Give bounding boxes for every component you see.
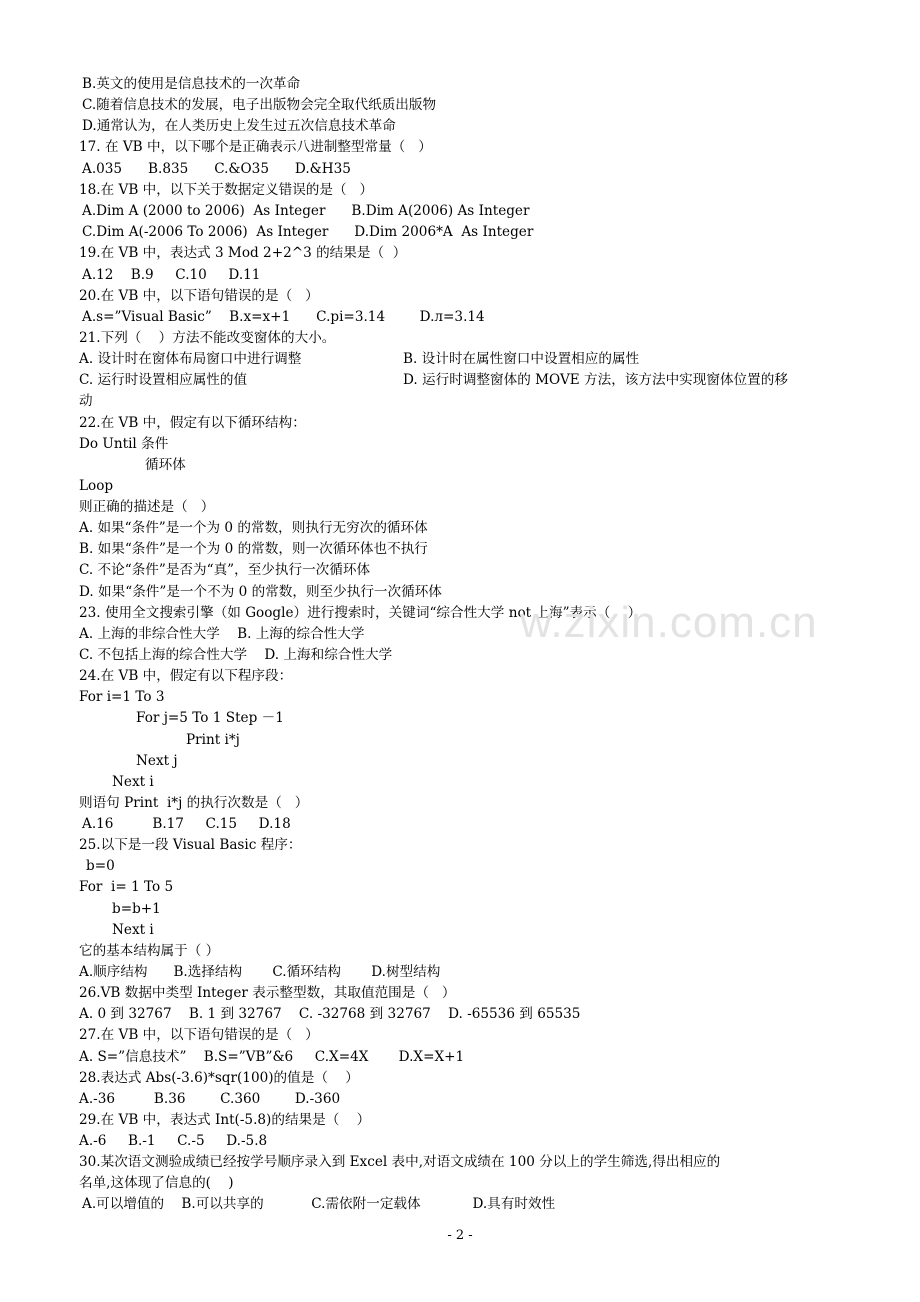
text-line: C. 不论“条件”是否为“真”，至少执行一次循环体 bbox=[79, 562, 371, 578]
text-line: Next i bbox=[112, 922, 154, 938]
text-line: D. 运行时调整窗体的 MOVE 方法，该方法中实现窗体位置的移 bbox=[403, 372, 788, 388]
text-line: 名单,这体现了信息的( ) bbox=[79, 1175, 234, 1191]
text-line: For j=5 To 1 Step －1 bbox=[136, 710, 284, 726]
text-line: Print i*j bbox=[186, 732, 240, 748]
text-line: D. 如果“条件”是一个不为 0 的常数，则至少执行一次循环体 bbox=[79, 584, 442, 600]
text-line: A.16 B.17 C.15 D.18 bbox=[82, 816, 291, 832]
text-line: 21.下列（ ）方法不能改变窗体的大小。 bbox=[79, 330, 336, 346]
text-line: 它的基本结构属于（ ） bbox=[79, 943, 220, 959]
text-line: Next j bbox=[136, 753, 178, 769]
text-line: 27.在 VB 中，以下语句错误的是（ ） bbox=[79, 1027, 319, 1043]
text-line: 28.表达式 Abs(-3.6)*sqr(100)的值是（ ） bbox=[79, 1070, 359, 1086]
text-line: Do Until 条件 bbox=[79, 436, 169, 452]
text-line: 20.在 VB 中，以下语句错误的是（ ） bbox=[79, 288, 319, 304]
text-line: 则语句 Print i*j 的执行次数是（ ） bbox=[79, 795, 309, 811]
text-line: C. 不包括上海的综合性大学 D. 上海和综合性大学 bbox=[79, 647, 393, 663]
text-line: 24.在 VB 中，假定有以下程序段： bbox=[79, 668, 293, 684]
page-number: - 2 - bbox=[447, 1228, 473, 1243]
text-line: A.Dim A (2000 to 2006) As Integer B.Dim A(2006) As Integer bbox=[82, 203, 530, 219]
text-line: 19.在 VB 中，表达式 3 Mod 2+2^3 的结果是（ ） bbox=[79, 245, 407, 261]
text-line: A.12 B.9 C.10 D.11 bbox=[82, 267, 261, 283]
text-line: For i= 1 To 5 bbox=[79, 879, 174, 895]
text-line: 30.某次语文测验成绩已经按学号顺序录入到 Excel 表中,对语文成绩在 100 分以上的学生筛选,得出相应的 bbox=[79, 1154, 721, 1170]
text-line: A.035 B.835 C.&O35 D.&H35 bbox=[82, 161, 351, 177]
text-line: 动 bbox=[79, 393, 93, 409]
text-line: B. 设计时在属性窗口中设置相应的属性 bbox=[403, 351, 640, 367]
watermark: w.zixin.com.cn bbox=[520, 598, 818, 647]
text-line: 18.在 VB 中，以下关于数据定义错误的是（ ） bbox=[79, 182, 374, 198]
text-line: A.-6 B.-1 C.-5 D.-5.8 bbox=[79, 1133, 268, 1149]
text-line: 则正确的描述是（ ） bbox=[79, 499, 215, 515]
text-line: A. 设计时在窗体布局窗口中进行调整 bbox=[79, 351, 302, 367]
text-line: A.s=”Visual Basic” B.x=x+1 C.pi=3.14 D.л=3.14 bbox=[82, 309, 485, 325]
text-line: b=0 bbox=[86, 858, 115, 874]
text-line: Next i bbox=[112, 774, 154, 790]
text-line: C.Dim A(-2006 To 2006) As Integer D.Dim 2006*A As Integer bbox=[82, 224, 534, 240]
text-line: A. 上海的非综合性大学 B. 上海的综合性大学 bbox=[79, 626, 365, 642]
text-line: B.英文的使用是信息技术的一次革命 bbox=[82, 76, 301, 92]
text-line: 23. 使用全文搜索引擎（如 Google）进行搜索时，关键词“综合性大学 not 上海”表示（ ） bbox=[79, 605, 642, 621]
text-line: B. 如果“条件”是一个为 0 的常数，则一次循环体也不执行 bbox=[79, 541, 428, 557]
text-line: Loop bbox=[79, 478, 114, 494]
text-line: b=b+1 bbox=[112, 901, 161, 917]
text-line: A.顺序结构 B.选择结构 C.循环结构 D.树型结构 bbox=[79, 964, 441, 980]
text-line: A. 如果“条件”是一个为 0 的常数，则执行无穷次的循环体 bbox=[79, 520, 428, 536]
text-line: 25.以下是一段 Visual Basic 程序： bbox=[79, 837, 302, 853]
text-line: 循环体 bbox=[145, 457, 186, 473]
text-line: A. 0 到 32767 B. 1 到 32767 C. -32768 到 32767 D. -65536 到 65535 bbox=[79, 1006, 581, 1022]
text-line: 29.在 VB 中，表达式 Int(-5.8)的结果是（ ） bbox=[79, 1112, 371, 1128]
text-line: A.-36 B.36 C.360 D.-360 bbox=[79, 1091, 341, 1107]
text-line: A.可以增值的 B.可以共享的 C.需依附一定载体 D.具有时效性 bbox=[82, 1196, 556, 1212]
text-line: C. 运行时设置相应属性的值 bbox=[79, 372, 248, 388]
text-line: 17. 在 VB 中，以下哪个是正确表示八进制整型常量（ ） bbox=[79, 139, 432, 155]
text-line: C.随着信息技术的发展，电子出版物会完全取代纸质出版物 bbox=[82, 97, 437, 113]
text-line: 22.在 VB 中，假定有以下循环结构： bbox=[79, 415, 306, 431]
text-line: 26.VB 数据中类型 Integer 表示整型数，其取值范围是（ ） bbox=[79, 985, 456, 1001]
text-line: For i=1 To 3 bbox=[79, 689, 165, 705]
text-line: D.通常认为，在人类历史上发生过五次信息技术革命 bbox=[82, 118, 396, 134]
text-line: A. S=”信息技术” B.S=”VB”&6 C.X=4X D.X=X+1 bbox=[79, 1049, 465, 1065]
